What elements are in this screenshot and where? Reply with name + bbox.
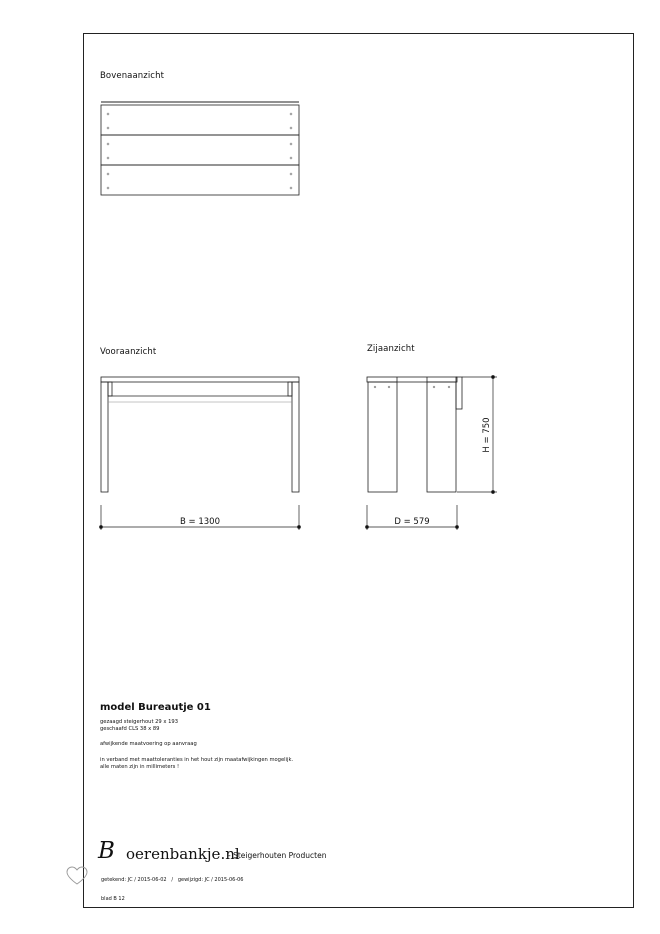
custom-size-note: afwijkende maatvoering op aanvraag [100, 741, 197, 747]
drawn-by: getekend: JC / 2015-06-02 [101, 877, 167, 883]
material-line-1: gezaagd steigerhout 29 x 193 [100, 719, 178, 725]
model-title: model Bureautje 01 [100, 702, 211, 713]
width-dimension-label: B = 1300 [180, 517, 220, 527]
front-view [101, 377, 299, 492]
top-view-title: Bovenaanzicht [100, 71, 164, 81]
drawing-meta [101, 877, 243, 883]
heart-outline-icon [66, 866, 88, 886]
side-view [367, 377, 462, 492]
brand-name: oerenbankje.nl [126, 845, 240, 863]
meta-separator: / [171, 877, 174, 883]
front-view-title: Vooraanzicht [100, 347, 157, 357]
tolerance-note: in verband met maattoleranties in het hout zijn maatafwijkingen mogelijk. [100, 757, 294, 763]
top-view [101, 102, 299, 195]
modified-by: gewijzigd: JC / 2015-06-06 [177, 877, 244, 883]
brand-initial-logo: B [98, 838, 115, 864]
sheet-number: blad B 12 [101, 896, 125, 902]
material-line-2: geschaafd CLS 38 x 89 [100, 726, 160, 732]
side-view-title: Zijaanzicht [367, 344, 415, 354]
height-dimension-label: H = 750 [482, 417, 492, 453]
brand-tagline: - Steigerhouten Producten [228, 851, 327, 860]
units-note: alle maten zijn in millimeters ! [100, 764, 180, 770]
depth-dimension-label: D = 579 [394, 517, 430, 527]
